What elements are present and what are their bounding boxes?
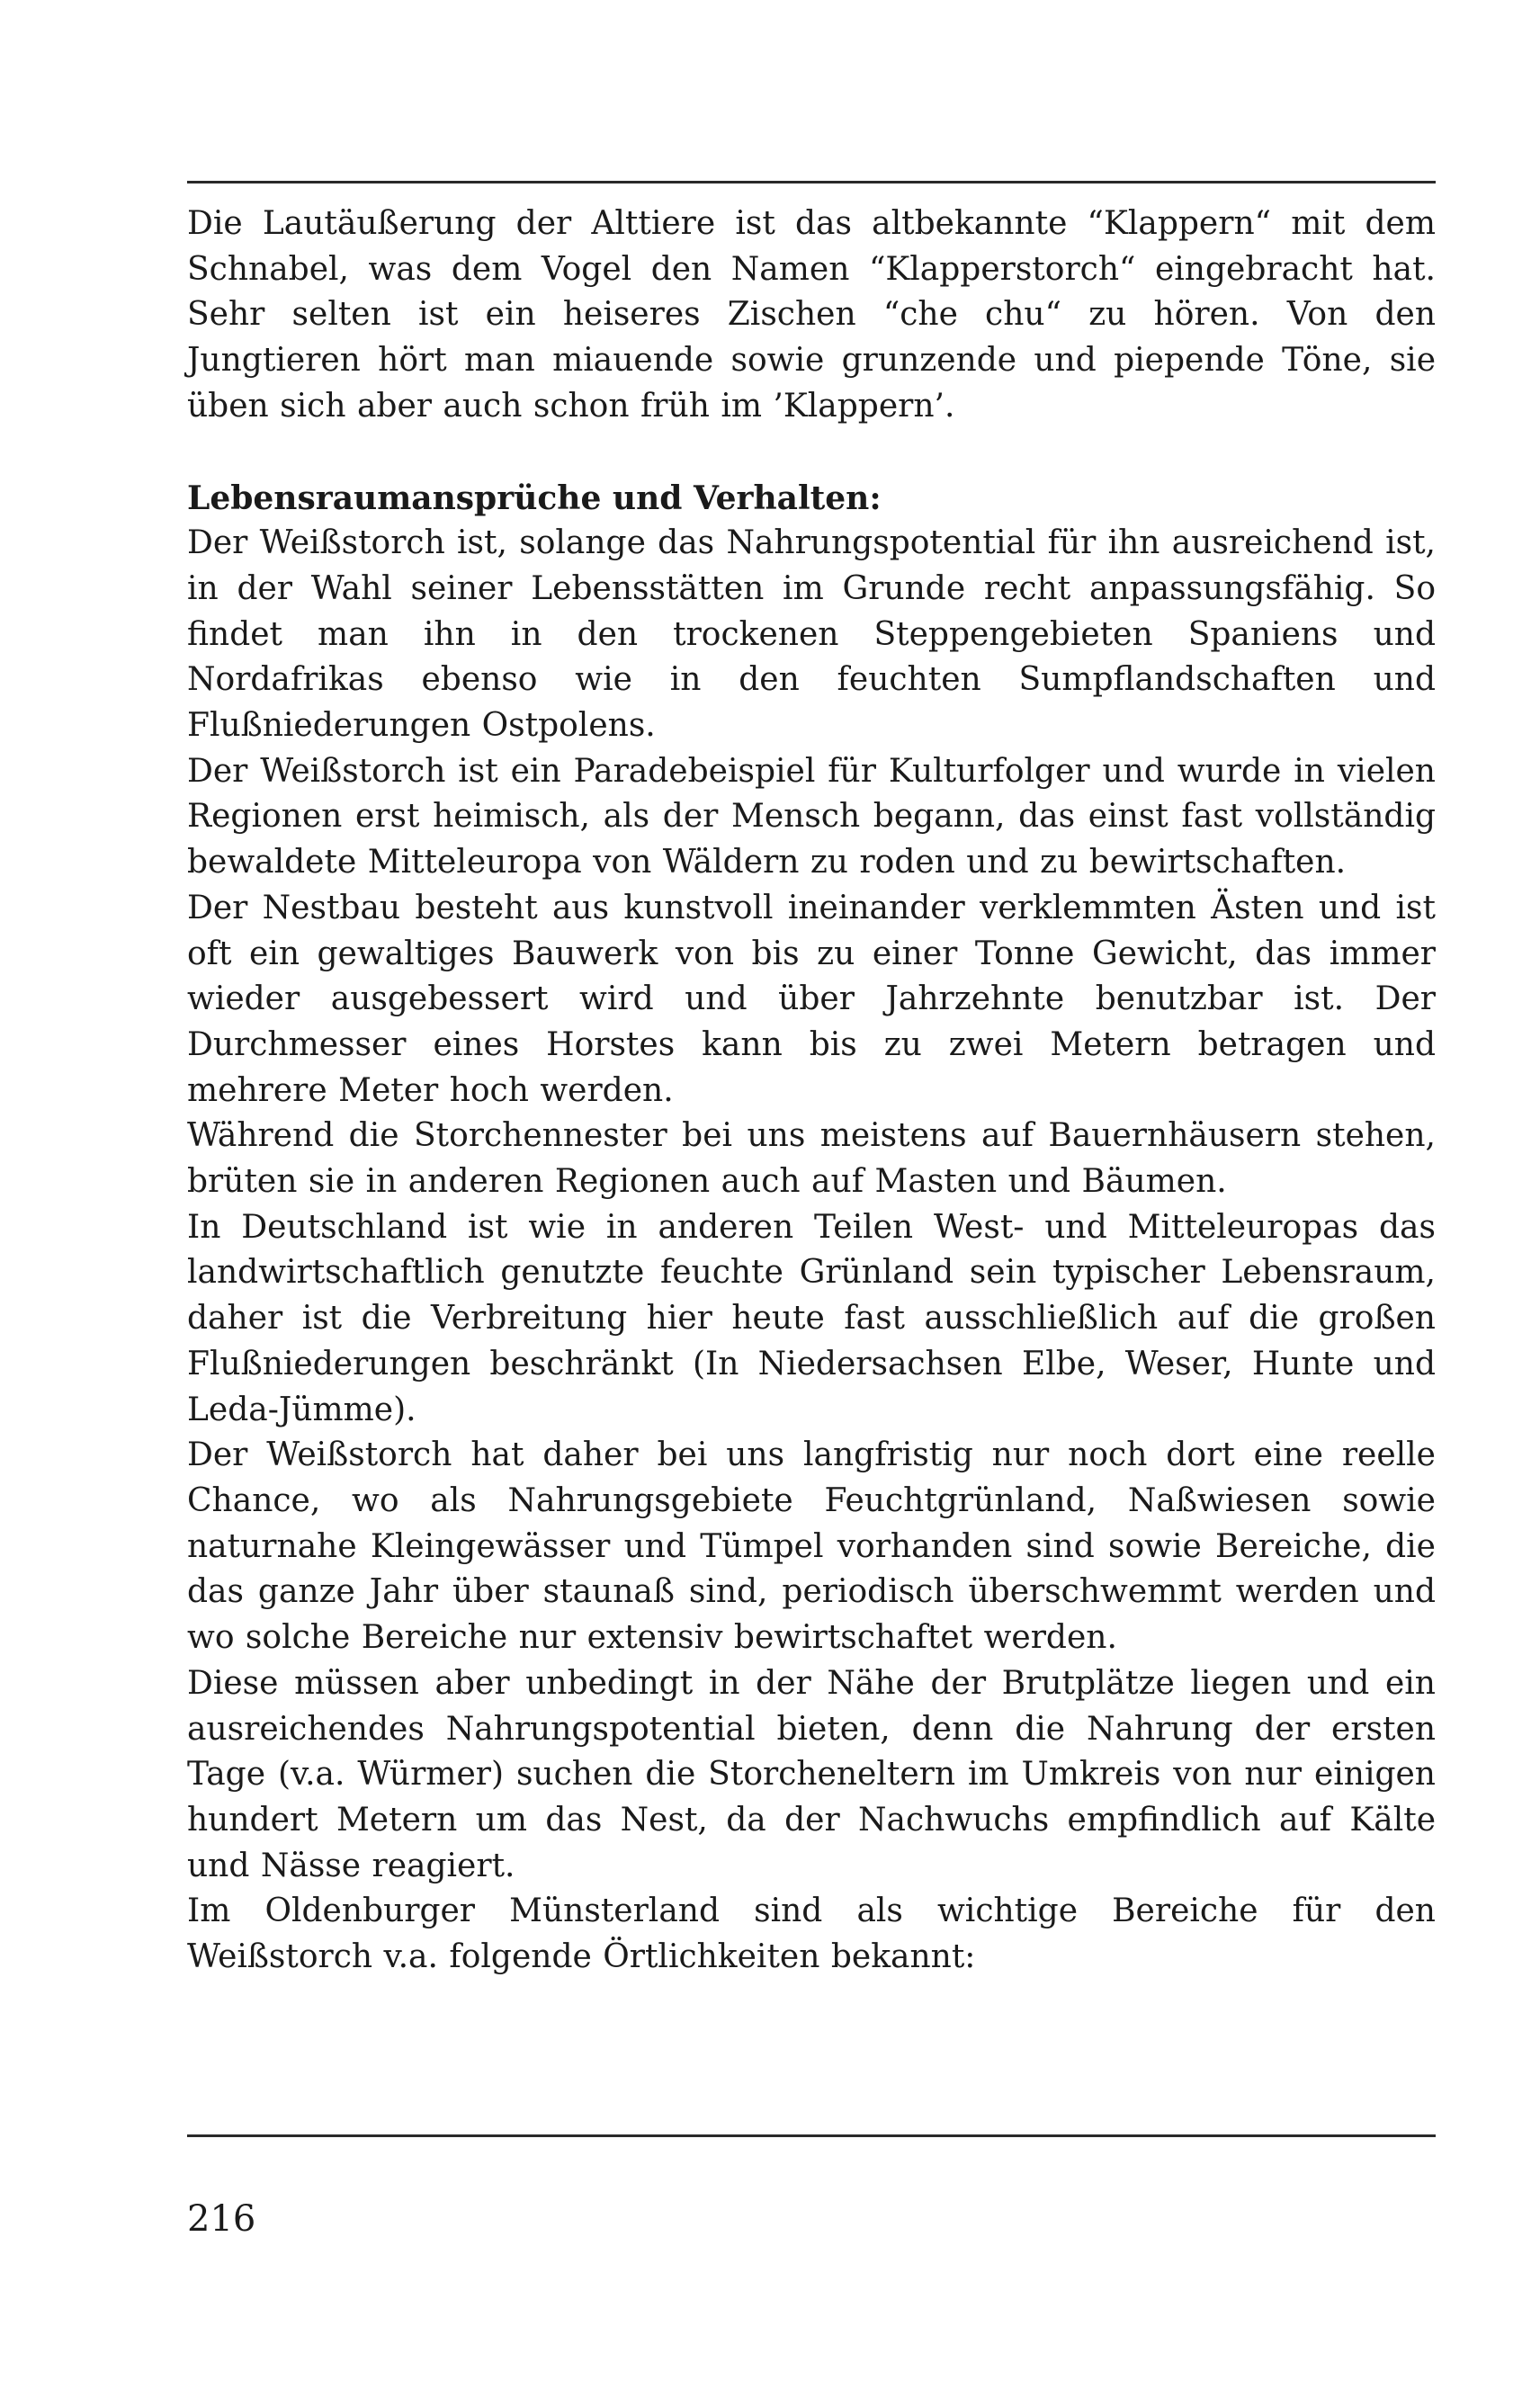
paragraph-habitat: Der Weißstorch ist, solange das Nahrungspotential für ihn ausreichend ist, in der Wahl seiner Lebensstätten im Grunde recht anpassungsfähig. So findet man ihn in den trockenen Steppengebieten Spaniens und Nordafrikas ebenso wie in den feuchten Sumpflandschaften und Flußniederungen Ostpolens. [187, 524, 1436, 745]
paragraph-spacer [187, 430, 1436, 476]
top-rule [187, 181, 1436, 183]
section-heading: Lebensraumansprüche und Verhalten: [187, 479, 882, 517]
paragraph-chance: Der Weißstorch hat daher bei uns langfristig nur noch dort eine reelle Chance, wo als Nahrungsgebiete Feuchtgrünland, Naßwiesen sowie naturnahe Kleingewässer und Tümpel vorhanden sind sowie Bereiche, die das ganze Jahr über staunaß sind, periodisch überschwemmt werden und wo solche Bereiche nur extensiv bewirtschaftet werden. [187, 1436, 1436, 1657]
page-number: 216 [187, 2198, 256, 2240]
paragraph-nest-locations: Während die Storchennester bei uns meistens auf Bauernhäusern stehen, brüten sie in anderen Regionen auch auf Masten und Bäumen. [187, 1117, 1436, 1201]
paragraph-cultural-follower: Der Weißstorch ist ein Paradebeispiel für Kulturfolger und wurde in vielen Regionen erst heimisch, als der Mensch begann, das einst fast vollständig bewaldete Mitteleuropa von Wäldern zu roden und zu bewirtschaften. [187, 752, 1436, 881]
paragraph-nest-building: Der Nestbau besteht aus kunstvoll ineinander verklemmten Ästen und ist oft ein gewaltiges Bauwerk von bis zu einer Tonne Gewicht, das immer wieder ausgebessert wird und über Jahrzehnte benutzbar ist. Der Durchmesser eines Horstes kann bis zu zwei Metern betragen und mehrere Meter hoch werden. [187, 889, 1436, 1109]
paragraph-breeding-sites: Diese müssen aber unbedingt in der Nähe der Brutplätze liegen und ein ausreichendes Nahrungspotential bieten, denn die Nahrung der ersten Tage (v.a. Würmer) suchen die Storcheneltern im Umkreis von nur einigen hundert Metern um das Nest, da der Nachwuchs empfindlich auf Kälte und Nässe reagiert. [187, 1664, 1436, 1884]
paragraph-germany: In Deutschland ist wie in anderen Teilen West- und Mitteleuropas das landwirtschaftlich genutzte feuchte Grünland sein typischer Lebensraum, daher ist die Verbreitung hier heute fast ausschließlich auf die großen Flußniederungen beschränkt (In Niedersachsen Elbe, Weser, Hunte und Leda-Jümme). [187, 1208, 1436, 1428]
paragraph-oldenburg: Im Oldenburger Münsterland sind als wichtige Bereiche für den Weißstorch v.a. folgende Örtlichkeiten bekannt: [187, 1892, 1436, 1976]
text-body [187, 201, 1436, 1981]
intro-paragraph: Die Lautäußerung der Alttiere ist das altbekannte “Klappern“ mit dem Schnabel, was dem Vogel den Namen “Klapperstorch“ eingebracht hat. Sehr selten ist ein heiseres Zischen “che chu“ zu hören. Von den Jungtieren hört man miauende sowie grunzende und piepende Töne, sie üben sich aber auch schon früh im ’Klappern’. [187, 205, 1436, 425]
bottom-rule [187, 2134, 1436, 2137]
